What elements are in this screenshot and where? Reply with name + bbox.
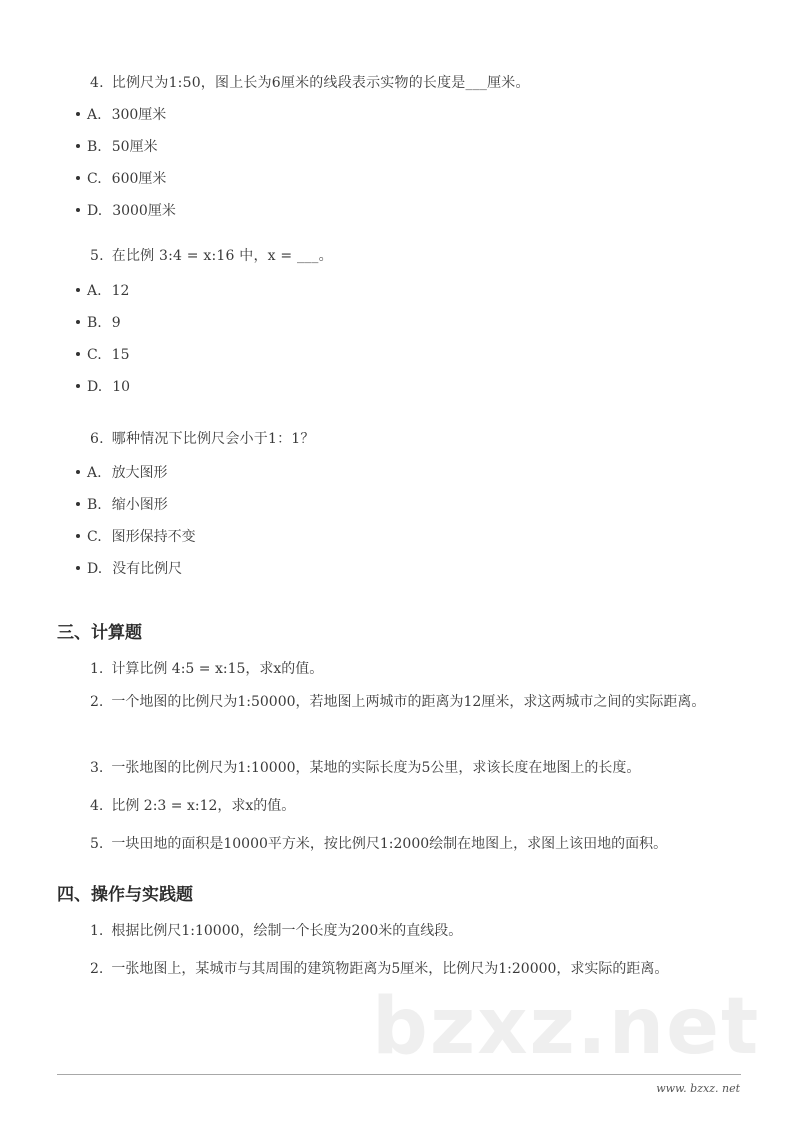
question-number: 6. — [90, 431, 104, 447]
footer-url: www. bzxz. net — [656, 1082, 740, 1095]
calc-item-1: 1. 计算比例 4:5 = x:15，求x的值。 — [90, 661, 324, 677]
calc-item-5: 5. 一块田地的面积是10000平方米，按比例尺1:2000绘制在地图上，求图上该田地的面积。 — [90, 836, 668, 852]
practice-item-2: 2. 一张地图上，某城市与其周围的建筑物距离为5厘米，比例尺为1:20000，求实际的距离。 — [90, 961, 669, 977]
question-6-option-b: B. 缩小图形 — [76, 494, 168, 514]
bullet-icon — [76, 352, 80, 356]
question-5-option-d: D. 10 — [76, 379, 130, 395]
question-4-option-a: A. 300厘米 — [76, 104, 166, 124]
question-6-stem — [90, 428, 315, 448]
question-number: 5. — [90, 248, 104, 264]
question-4-option-d: D. 3000厘米 — [76, 200, 176, 220]
watermark: bzxz.net — [372, 982, 761, 1072]
question-text: 哪种情况下比例尺会小于1：1？ — [111, 431, 315, 447]
question-text: 比例尺为1:50，图上长为6厘米的线段表示实物的长度是___厘米。 — [111, 75, 530, 91]
calc-item-2: 2. 一个地图的比例尺为1:50000，若地图上两城市的距离为12厘米，求这两城市之间的实际距离。 — [90, 694, 706, 710]
question-4-stem — [90, 72, 530, 92]
question-4-option-c: C. 600厘米 — [76, 168, 166, 188]
question-6-option-d: D. 没有比例尺 — [76, 558, 182, 578]
question-text: 在比例 3:4 = x:16 中，x = ___。 — [111, 248, 333, 264]
calc-item-4: 4. 比例 2:3 = x:12，求x的值。 — [90, 798, 296, 814]
bullet-icon — [76, 502, 80, 506]
section-title-calculation: 三、计算题 — [57, 623, 142, 643]
question-5-option-b: B. 9 — [76, 315, 121, 331]
bullet-icon — [76, 534, 80, 538]
bullet-icon — [76, 176, 80, 180]
bullet-icon — [76, 384, 80, 388]
question-6-option-c: C. 图形保持不变 — [76, 526, 196, 546]
question-5-stem — [90, 245, 333, 265]
question-6-option-a: A. 放大图形 — [76, 462, 168, 482]
bullet-icon — [76, 470, 80, 474]
question-5-option-a: A. 12 — [76, 283, 129, 299]
section-title-practice: 四、操作与实践题 — [57, 885, 193, 905]
bullet-icon — [76, 320, 80, 324]
bullet-icon — [76, 112, 80, 116]
question-number: 4. — [90, 75, 104, 91]
bullet-icon — [76, 288, 80, 292]
practice-item-1: 1. 根据比例尺1:10000，绘制一个长度为200米的直线段。 — [90, 923, 463, 939]
bullet-icon — [76, 566, 80, 570]
footer-divider — [57, 1074, 741, 1075]
bullet-icon — [76, 208, 80, 212]
question-5-option-c: C. 15 — [76, 347, 130, 363]
bullet-icon — [76, 144, 80, 148]
calc-item-3: 3. 一张地图的比例尺为1:10000，某地的实际长度为5公里，求该长度在地图上的长度。 — [90, 760, 641, 776]
question-4-option-b: B. 50厘米 — [76, 136, 158, 156]
